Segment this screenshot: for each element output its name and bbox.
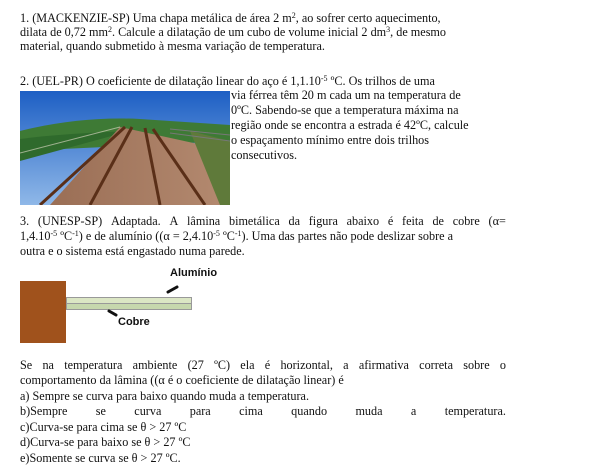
q3-line-1-word: abaixo (346, 214, 380, 228)
q3-line-1-word: lâmina (187, 214, 221, 228)
q3-paragraph-line-1-word: ºC) (214, 358, 231, 372)
q3-line-1-word: feita (402, 214, 424, 228)
q3-line-1-word: é (387, 214, 394, 228)
q3-paragraph-line-1-word: horizontal, (280, 358, 333, 372)
q3-line-1-word: 3. (20, 214, 30, 228)
option-b-word: se (95, 404, 106, 418)
q2-line-5: o espaçamento mínimo entre dois trilhos (231, 133, 430, 147)
q3-line-2: $1,4.10^{-5}$ ºC$^{-1}$) e de alumínio (($\alpha = 2,4.10^{-5}$ ºC$^{-1}$). Uma das partes não pode deslizar sobre a (20, 229, 454, 243)
option-b (20, 405, 506, 419)
label-cobre: Cobre (118, 316, 150, 328)
q1-line-1: 1. (MACKENZIE-SP) Uma chapa metálica de área 2 $m^2$, ao sofrer certo aquecimento, (20, 11, 441, 25)
q3-paragraph-line-1-word: temperatura (64, 358, 123, 372)
q2-line-3: 0ºC. Sabendo-se que a temperatura máxima na (231, 103, 459, 117)
q3-line-1-word: (α= (488, 214, 506, 228)
q3-paragraph-line-2: comportamento da lâmina ((α é o coeficiente de dilatação linear) é (20, 373, 344, 387)
q1-line-2: dilata de 0,72 $mm^2$. Calcule a dilatação de um cubo de volume inicial 2 $dm^3$, de mesmo (20, 25, 447, 39)
q3-paragraph-line-1-word: Se (20, 358, 33, 372)
q3-line-1-word: figura (308, 214, 338, 228)
q3-line-1-word: de (432, 214, 444, 228)
option-b-word: para (189, 404, 211, 418)
q3-paragraph-line-1-word: o (499, 358, 506, 372)
q2-line-4: região onde se encontra a estrada é 42ºC, calcule (231, 118, 469, 132)
q2-line-2: via férrea têm 20 m cada um na temperatura de (231, 88, 461, 102)
option-d: d)Curva-se para baixo se θ > 27 ºC (20, 435, 191, 449)
q3-line-1-word: (UNESP-SP) (37, 214, 103, 228)
label-aluminio: Alumínio (170, 267, 218, 279)
railway-photo-drawing (20, 91, 230, 205)
q3-paragraph-line-1-word: (27 (187, 358, 204, 372)
option-b-word: temperatura. (444, 404, 506, 418)
q3-paragraph-line-1 (20, 359, 506, 373)
q3-line-1-word: cobre (452, 214, 480, 228)
option-b-word: cima (239, 404, 263, 418)
q3-paragraph-line-1-word: é (264, 358, 271, 372)
q1-line-3: material, quando submetido à mesma variação de temperatura. (20, 39, 325, 53)
q3-paragraph-line-1-word: a (343, 358, 349, 372)
cobre-pointer (109, 311, 116, 315)
q3-line-1-word: da (288, 214, 300, 228)
q3-line-3: outra e o sistema está engastado numa parede. (20, 244, 245, 258)
bimetal-figure (20, 263, 260, 345)
q3-paragraph-line-1-word: ela (240, 358, 255, 372)
option-b-word: muda (355, 404, 383, 418)
option-b-word: curva (134, 404, 162, 418)
q3-paragraph-line-1-word: sobre (463, 358, 490, 372)
q3-paragraph-line-1-word: ambiente (132, 358, 178, 372)
q3-line-1 (20, 215, 506, 229)
option-a: a) Sempre se curva para baixo quando muda a temperatura. (20, 389, 309, 403)
q3-paragraph-line-1-word: afirmativa (358, 358, 409, 372)
q2-line-1: 2. (UEL-PR) O coeficiente de dilatação linear do aço é $1,1.10^{-5}$ ºC. Os trilhos de uma (20, 74, 435, 88)
q3-line-1-word: bimetálica (228, 214, 280, 228)
q3-line-1-word: Adaptada. (110, 214, 161, 228)
pointer-lines (20, 263, 260, 345)
option-b-word: b)Sempre (20, 404, 68, 418)
option-c: c)Curva-se para cima se θ > 27 ºC (20, 420, 187, 434)
option-e: e)Somente se curva se θ > 27 ºC. (20, 451, 181, 465)
q2-line-6: consecutivos. (231, 148, 298, 162)
aluminio-pointer (168, 287, 177, 292)
q3-paragraph-line-1-word: correta (419, 358, 453, 372)
q3-line-1-word: A (169, 214, 179, 228)
q3-paragraph-line-1-word: na (42, 358, 54, 372)
option-b-word: a (410, 404, 417, 418)
railway-photo (20, 91, 230, 205)
option-b-word: quando (291, 404, 328, 418)
